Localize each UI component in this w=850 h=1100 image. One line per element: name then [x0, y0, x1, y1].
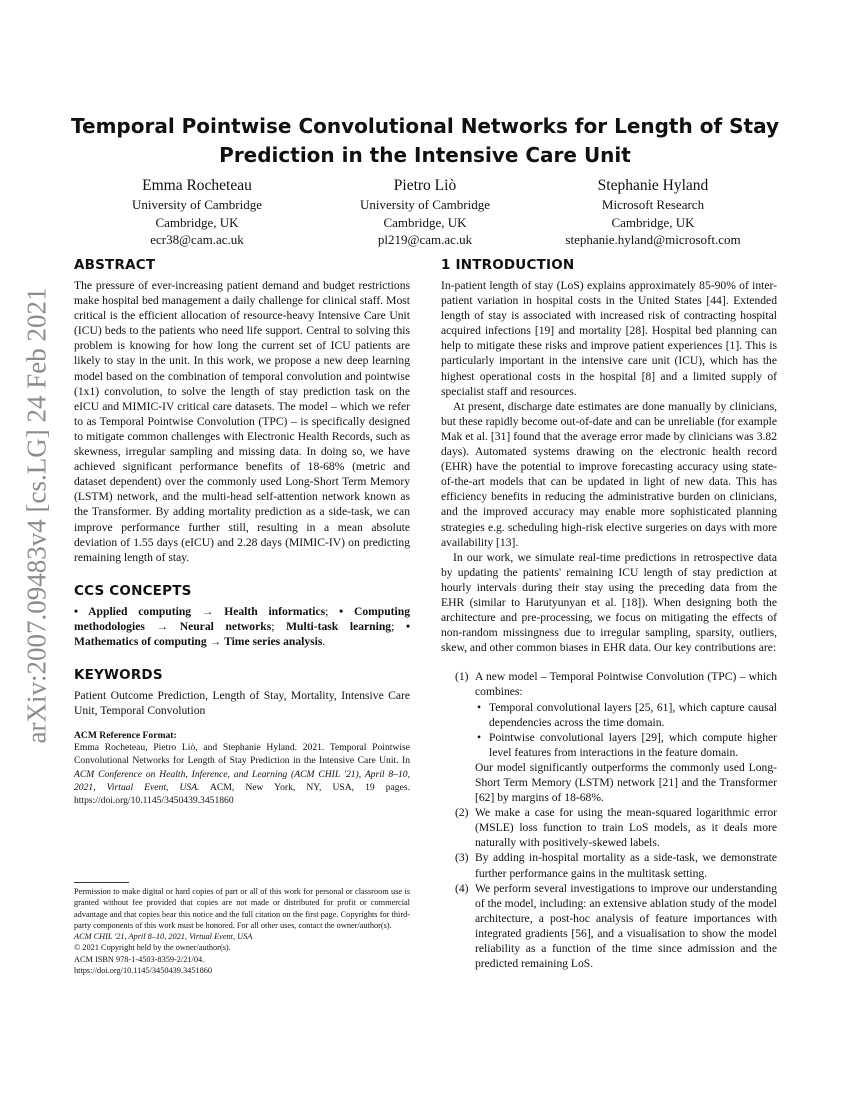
ccs-term: • Mathematics of computing: [74, 619, 411, 648]
contribution-number: (1): [455, 670, 469, 684]
author-affiliation: University of Cambridge: [132, 197, 262, 212]
footnote-rule: [74, 882, 129, 883]
bullet-icon: •: [477, 700, 482, 714]
ccs-term: Neural networks: [179, 619, 272, 633]
ccs-heading: CCS CONCEPTS: [74, 582, 192, 599]
conference-line: ACM CHIL '21, April 8–10, 2021, Virtual Event, USA: [74, 932, 253, 942]
ccs-separator: .: [322, 634, 326, 648]
contribution-item: [441, 805, 777, 850]
copyright-line: © 2021 Copyright held by the owner/author(s).: [74, 943, 231, 953]
author-email[interactable]: stephanie.hyland@microsoft.com: [565, 232, 741, 247]
reference-publisher-doi: ACM, New York, NY, USA, 19 pages. https://doi.org/10.1145/3450439.3451860: [74, 781, 410, 807]
author-name: Pietro Liò: [393, 177, 457, 194]
sub-bullet-text: Pointwise convolutional layers [29], which compute higher level features from interactions in the feature domain.: [489, 730, 777, 759]
bullet-icon: •: [477, 730, 482, 744]
ccs-term: • Computing methodologies: [74, 604, 410, 633]
reference-format-text: [74, 741, 410, 807]
author-2: [305, 176, 545, 249]
contribution-text: A new model – Temporal Pointwise Convolution (TPC) – which combines:: [475, 670, 777, 699]
keywords-text: Patient Outcome Prediction, Length of Stay, Mortality, Intensive Care Unit, Temporal Convolution: [74, 689, 410, 718]
reference-venue: ACM Conference on Health, Inference, and Learning (ACM CHIL '21), April 8–10, 2021, Virtual Event, USA.: [74, 768, 410, 793]
contribution-number: (4): [455, 881, 469, 895]
arxiv-stamp-text: arXiv:2007.09483v4 [cs.LG] 24 Feb 2021: [21, 287, 52, 743]
contribution-item: [441, 850, 777, 880]
contributions-list: [441, 669, 777, 971]
author-email[interactable]: pl219@cam.ac.uk: [377, 232, 473, 247]
contribution-number: (2): [455, 806, 469, 820]
intro-paragraph-2: At present, discharge date estimates are done manually by clinicians, but these rapidly become out-of-date and can be unreliable (for example Mak et al. [31] found that the average error made by clinicians was 3.82 days). Automated systems drawing on the electronic health record (EHR) have the potential to improve forecasting accuracy using state-of-the-art models that can be updated in light of new data. This has efficiency benefits in reducing the administrative burden on clinicians, and the improved accuracy may enable more sophisticated planning strategies e.g. scheduling high-risk elective surgeries on days with more availability [13].: [441, 399, 777, 549]
ccs-arrow: →: [191, 604, 225, 618]
paper-title: Temporal Pointwise Convolutional Networks for Length of Stay Prediction in the Intensive Care Unit: [71, 114, 779, 167]
keywords-heading: KEYWORDS: [74, 667, 163, 684]
abstract-text: The pressure of ever-increasing patient demand and budget restrictions make hospital bed management a daily challenge for clinical staff. Most critical is the efficient allocation of resource-heavy Intensive Care Unit (ICU) beds to the patients who need life support. Central to solving this problem is knowing for how long the current set of ICU patients are likely to stay in the unit. In this work, we propose a new deep learning model based on the combination of temporal convolution and pointwise (1x1) convolution, to solve the length of stay prediction task on the eICU and MIMIC-IV critical care datasets. The model – which we refer to as Temporal Pointwise Convolution (TPC) – is specifically designed to mitigate common challenges with Electronic Health Records, such as skewness, irregular sampling and missing data. In doing so, we have achieved significant performance benefits of 18-68% (metric and dataset dependent) over the commonly used Long-Short Term Memory (LSTM) network, and the multi-head self-attention network known as the Transformer. By adding mortality prediction as a side-task, we can improve performance further still, resulting in a mean absolute deviation of 1.55 days (eICU) and 2.28 days (MIMIC-IV) on predicting remaining length of stay.: [74, 279, 410, 564]
ccs-term: • Applied computing: [74, 604, 192, 618]
isbn-line: ACM ISBN 978-1-4503-8359-2/21/04.: [74, 954, 205, 964]
contribution-tail-text: Our model significantly outperforms the commonly used Long-Short Term Memory (LSTM) network [21] and the Transformer [62] by margins of 18-68%.: [475, 760, 777, 805]
introduction-heading: 1 INTRODUCTION: [441, 257, 575, 273]
ccs-term: Health informatics: [224, 604, 326, 618]
ccs-concepts: [74, 604, 410, 649]
doi-link[interactable]: https://doi.org/10.1145/3450439.3451860: [74, 966, 213, 976]
contribution-text: We make a case for using the mean-squared logarithmic error (MSLE) loss function to train LoS models, as it deals more naturally with positively-skewed labels.: [475, 806, 777, 850]
contribution-number: (3): [455, 851, 469, 865]
contribution-item: [441, 669, 777, 805]
abstract-heading: ABSTRACT: [74, 257, 156, 273]
ccs-term: Time series analysis: [224, 634, 323, 648]
left-column: [74, 256, 410, 807]
author-affiliation: Microsoft Research: [601, 197, 705, 212]
ccs-separator: ;: [391, 619, 406, 633]
contribution-text: We perform several investigations to improve our understanding of the model, including: an extensive ablation study of the model architecture, a post-hoc analysis of feature importances with integrated gradients [56], and a visualisation to show the model reliability as a function of the time since admission and the predicted remaining LoS.: [475, 881, 777, 971]
ccs-separator: ;: [271, 619, 287, 633]
permission-notice: Permission to make digital or hard copies of part or all of this work for personal or classroom use is granted without fee provided that copies are not made or distributed for profit or commercial advantage and that copies bear this notice and the full citation on the first page. Copyrights for third-party components of this work must be honored. For all other uses, contact the owner/author(s).: [74, 887, 410, 930]
author-3: [533, 176, 773, 249]
footnote-block: [74, 886, 410, 976]
sub-bullet-text: Temporal convolutional layers [25, 61], which capture causal dependencies across the time domain.: [489, 700, 777, 729]
author-affiliation: University of Cambridge: [360, 197, 490, 212]
author-location: Cambridge, UK: [383, 214, 467, 230]
author-location: Cambridge, UK: [611, 214, 695, 230]
ccs-term: Multi-task learning: [286, 619, 392, 633]
contribution-text: By adding in-hospital mortality as a side-task, we demonstrate further performance gains in the multitask setting.: [475, 851, 777, 880]
author-1: [77, 176, 317, 249]
right-column: [441, 256, 777, 971]
reference-authors-title: Emma Rocheteau, Pietro Liò, and Stephanie Hyland. 2021. Temporal Pointwise Convolutional Networks for Length of Stay Prediction in the Intensive Care Unit. In: [74, 742, 410, 767]
author-email[interactable]: ecr38@cam.ac.uk: [150, 232, 244, 247]
author-location: Cambridge, UK: [155, 214, 239, 230]
contribution-item: [441, 881, 777, 972]
reference-format-label: ACM Reference Format:: [74, 730, 177, 742]
arxiv-stamp: [19, 287, 55, 743]
contribution-sublist: [475, 700, 777, 760]
ccs-arrow: →: [144, 619, 180, 633]
sub-bullet-item: [475, 700, 777, 730]
sub-bullet-item: [475, 730, 777, 760]
ccs-separator: ;: [325, 604, 340, 618]
author-name: Stephanie Hyland: [597, 177, 709, 194]
ccs-arrow: →: [206, 634, 225, 648]
author-name: Emma Rocheteau: [142, 177, 252, 194]
intro-paragraph-3: In our work, we simulate real-time predictions in retrospective data by updating the patients' remaining ICU length of stay prediction at hourly intervals during their stay using the preceding data from the EHR (similar to Harutyunyan et al. [18]). When designing both the architecture and pre-processing, we focus on mitigating the effects of non-random missingness due to irregular sampling, sparsity, outliers, skew, and other common biases in EHR data. Our key contributions are:: [441, 550, 777, 655]
intro-paragraph-1: In-patient length of stay (LoS) explains approximately 85-90% of inter-patient variation in hospital costs in the United States [44]. Extended length of stay is associated with increased risk of contracting hospital acquired infections [19] and mortality [28]. Hospital bed planning can help to mitigate these risks and improve patient experiences [1]. This is particularly important in the intensive care unit (ICU), which has the highest operational costs in the hospital [8] and a limited supply of specialist staff and resources.: [441, 279, 777, 398]
